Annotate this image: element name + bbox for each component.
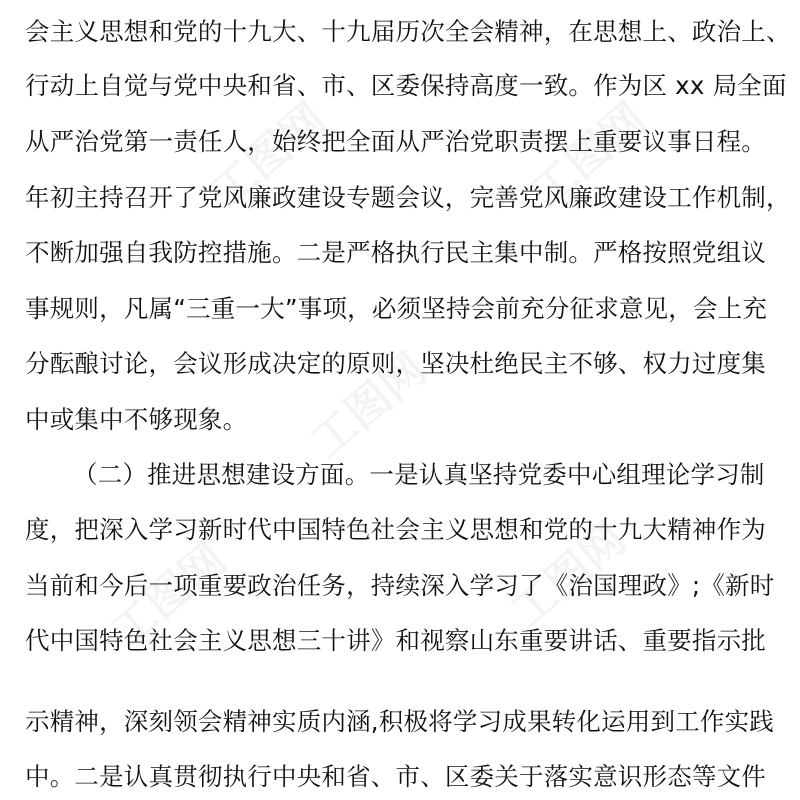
text-line-6: 事规则，凡属“三重一大”事项，必须坚持会前充分征求意见，会上充	[25, 294, 768, 323]
text-line-4: 年初主持召开了党风廉政建设专题会议，完善党风廉政建设工作机制，	[25, 183, 791, 212]
text-line-12: 代中国特色社会主义思想三十讲》和视察山东重要讲话、重要指示批	[25, 626, 766, 655]
text-line-14: 中。二是认真贯彻执行中央和省、市、区委关于落实意识形态等文件	[25, 762, 766, 791]
text-line-3: 从严治党第一责任人，始终把全面从严治党职责摆上重要议事日程。	[25, 127, 766, 156]
text-line-10: 度，把深入学习新时代中国特色社会主义思想和党的十九大精神作为	[25, 515, 766, 544]
text-line-11: 当前和今后一项重要政治任务，持续深入学习了《治国理政》;《新时	[25, 571, 775, 600]
text-line-8: 中或集中不够现象。	[25, 405, 248, 434]
text-line-2: 行动上自觉与党中央和省、市、区委保持高度一致。作为区 xx 局全面	[25, 71, 787, 100]
text-line-5: 不断加强自我防控措施。二是严格执行民主集中制。严格按照党组议	[25, 238, 766, 267]
text-line-7: 分酝酿讨论，会议形成决定的原则，坚决杜绝民主不够、权力过度集	[25, 349, 766, 378]
text-line-1: 会主义思想和党的十九大、十九届历次全会精神，在思想上、政治上、	[25, 17, 791, 46]
paragraph-heading-line: （二）推进思想建设方面。一是认真坚持党委中心组理论学习制	[73, 460, 765, 489]
text-line-13: 示精神，深刻领会精神实质内涵,积极将学习成果转化运用到工作实践	[25, 707, 774, 736]
